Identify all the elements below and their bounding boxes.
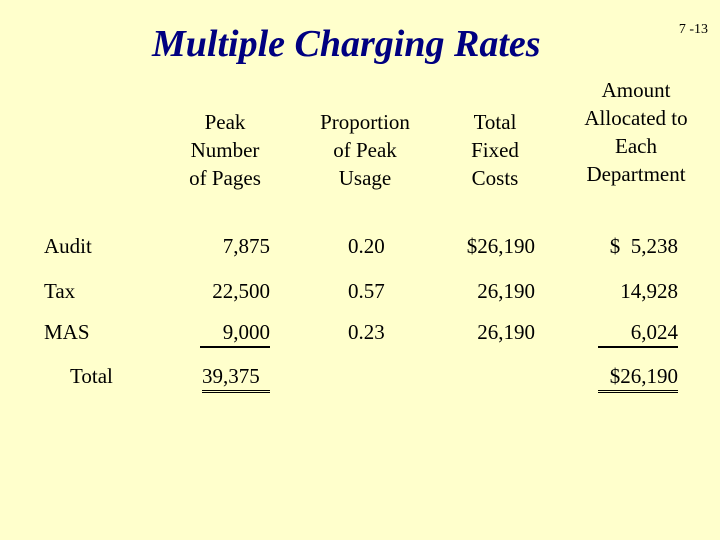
cell-allocated-total: $26,190 (598, 362, 678, 393)
cell-costs-mas: 26,190 (477, 320, 535, 344)
header-peak-pages (160, 108, 290, 192)
cell-pages-audit: 7,875 (222, 234, 270, 258)
cell-pages-total: 39,375 (202, 362, 270, 393)
row-label-tax: Tax (44, 279, 76, 303)
header-proportion-line: Usage (338, 166, 392, 190)
header-peak-pages-line: of Pages (189, 166, 261, 190)
row-label-audit: Audit (44, 234, 92, 258)
cell-costs-tax: 26,190 (477, 279, 535, 303)
header-allocated-line: Amount (601, 78, 671, 102)
cell-allocated-mas-text: 6,024 (630, 320, 678, 344)
slide-number: 7 -13 (678, 22, 708, 37)
cell-proportion-tax: 0.57 (348, 279, 385, 303)
cell-allocated-mas (598, 318, 678, 348)
cell-costs-audit: $26,190 (466, 234, 535, 258)
header-peak-pages-line: Peak (204, 110, 246, 134)
header-fixed-costs-line: Fixed (471, 138, 519, 162)
header-peak-pages-line: Number (190, 138, 260, 162)
header-allocated-line: Department (586, 162, 686, 186)
cell-allocated-tax: 14,928 (620, 279, 678, 303)
cell-pages-mas (200, 318, 270, 348)
header-fixed-costs-line: Costs (471, 166, 519, 190)
header-allocated-line: Allocated to (584, 106, 688, 130)
header-fixed-costs-line: Total (473, 110, 517, 134)
header-allocated (560, 76, 712, 188)
cell-allocated-audit: $ 5,238 (609, 234, 678, 258)
header-allocated-line: Each (615, 134, 657, 158)
header-proportion-line: Proportion (320, 110, 410, 134)
header-fixed-costs (445, 108, 545, 192)
row-label-total: Total (70, 364, 113, 388)
cell-proportion-audit: 0.20 (348, 234, 385, 258)
cell-pages-mas-text: 9,000 (222, 320, 270, 344)
header-proportion (295, 108, 435, 192)
cell-proportion-mas: 0.23 (348, 320, 385, 344)
header-proportion-line: of Peak (333, 138, 397, 162)
cell-pages-tax: 22,500 (212, 279, 270, 303)
row-label-mas: MAS (44, 320, 90, 344)
slide-title: Multiple Charging Rates (152, 23, 541, 65)
